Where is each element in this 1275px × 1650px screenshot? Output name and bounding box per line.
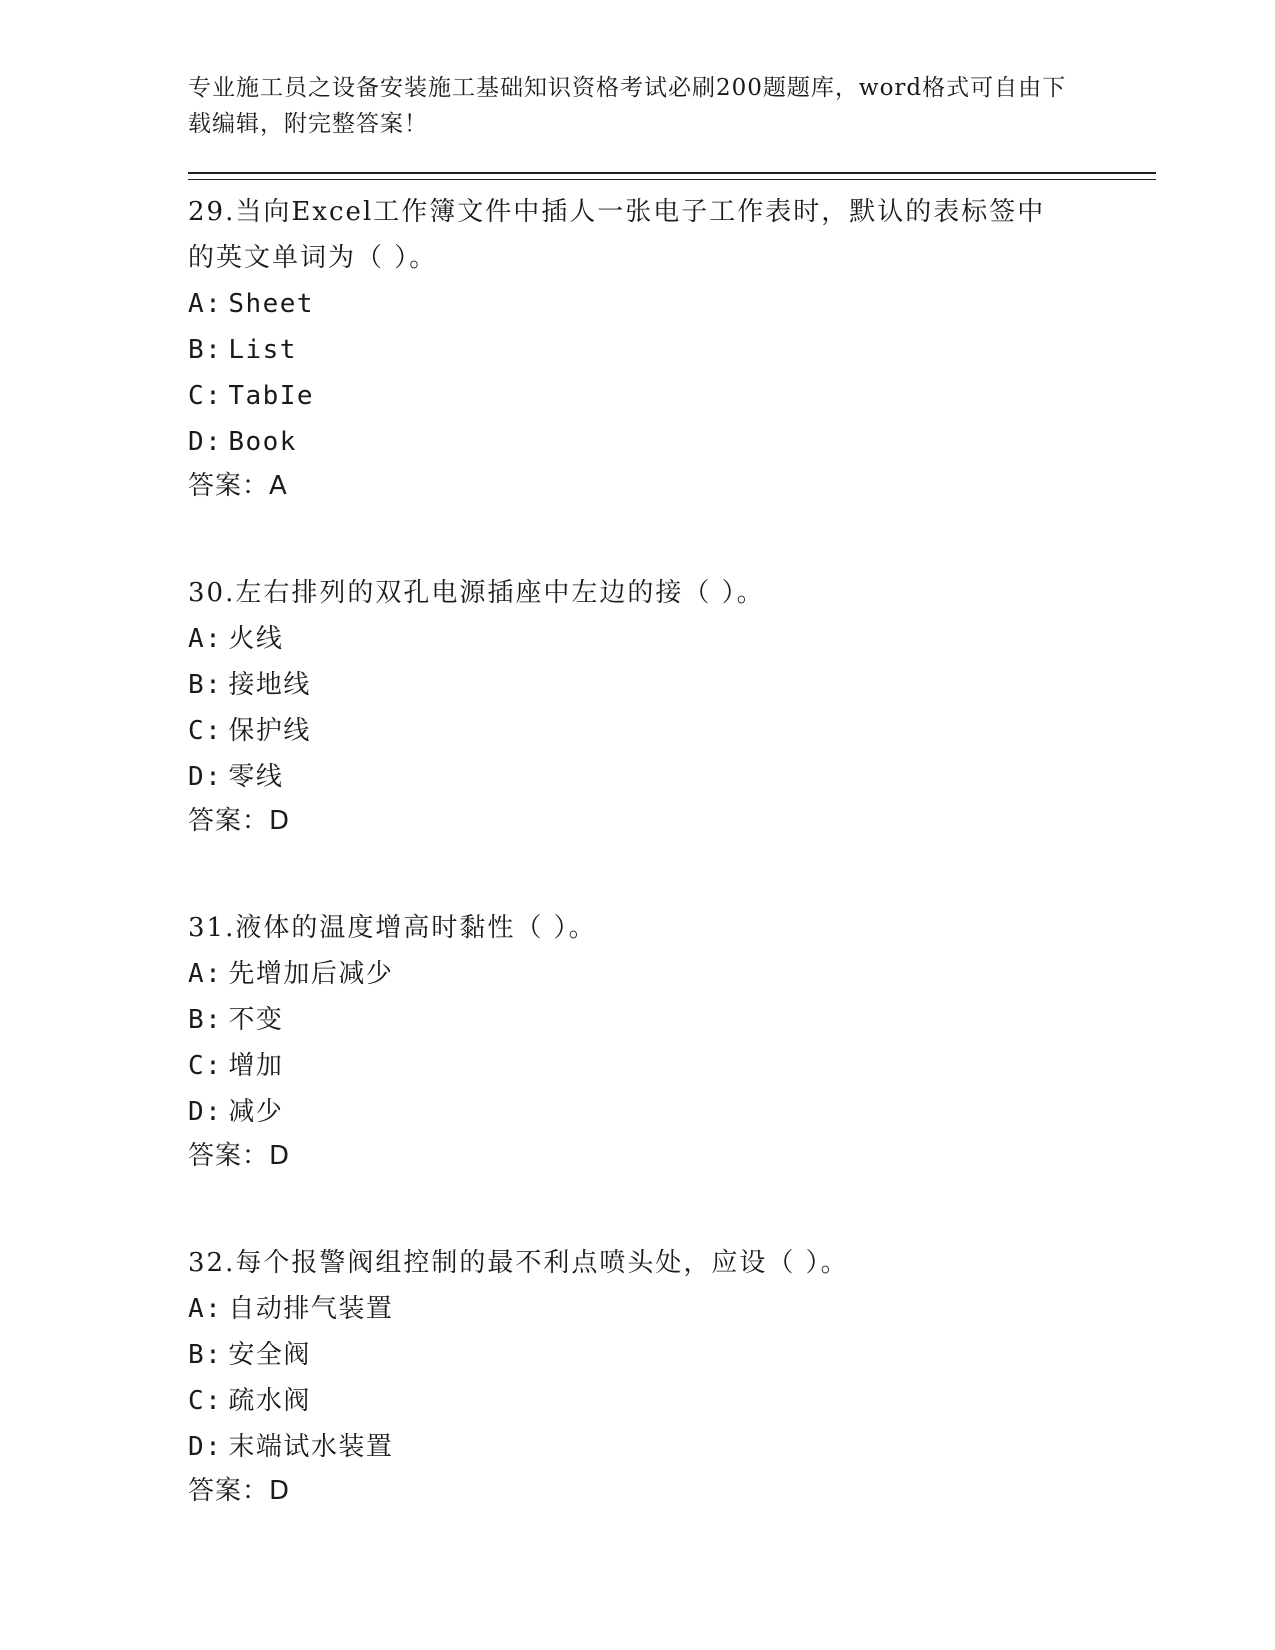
document-page [188, 70, 1148, 1512]
option-label: C: [188, 381, 223, 411]
option-label: D: [188, 762, 223, 792]
header-divider [188, 172, 1156, 180]
question-31 [188, 905, 1148, 1177]
option-text: 火线 [228, 624, 284, 654]
option-text: Book [228, 427, 297, 457]
option-label: B: [188, 1340, 223, 1370]
option-text: 自动排气装置 [228, 1294, 394, 1324]
option-label: A: [188, 1294, 223, 1324]
option-a [188, 1286, 1148, 1332]
option-label: B: [188, 335, 223, 365]
option-d [188, 419, 1148, 465]
answer-line: 答案：A [188, 471, 288, 501]
option-a [188, 951, 1148, 997]
option-label: C: [188, 1386, 223, 1416]
question-spacer [188, 842, 1148, 905]
answer-line: 答案：D [188, 1141, 291, 1171]
document-header: 专业施工员之设备安装施工基础知识资格考试必刷200题题库，word格式可自由下载编辑，附完整答案！ [188, 75, 1067, 137]
answer-line: 答案：D [188, 806, 291, 836]
option-b [188, 662, 1148, 708]
option-text: 末端试水装置 [228, 1432, 394, 1462]
option-c [188, 708, 1148, 754]
option-a [188, 616, 1148, 662]
option-a [188, 281, 1148, 327]
question-stem: 31.液体的温度增高时黏性（ ）。 [188, 913, 597, 943]
option-c [188, 1378, 1148, 1424]
option-text: 不变 [228, 1005, 284, 1035]
option-label: C: [188, 1051, 223, 1081]
option-b [188, 327, 1148, 373]
option-text: 增加 [228, 1051, 284, 1081]
option-label: B: [188, 1005, 223, 1035]
option-text: 接地线 [228, 670, 311, 700]
question-32 [188, 1240, 1148, 1512]
option-label: D: [188, 1432, 223, 1462]
option-text: 先增加后减少 [228, 959, 394, 989]
question-stem: 29.当向Excel工作簿文件中插人一张电子工作表时，默认的表标签中的英文单词为（ ）。 [188, 197, 1046, 273]
question-spacer [188, 1177, 1148, 1240]
option-text: 疏水阀 [228, 1386, 311, 1416]
answer-line: 答案：D [188, 1476, 291, 1506]
option-label: D: [188, 1097, 223, 1127]
question-spacer [188, 507, 1148, 570]
option-d [188, 1424, 1148, 1470]
question-stem: 32.每个报警阀组控制的最不利点喷头处，应设（ ）。 [188, 1248, 849, 1278]
option-label: B: [188, 670, 223, 700]
option-text: List [228, 335, 297, 365]
option-text: TabIe [228, 381, 315, 411]
option-label: A: [188, 959, 223, 989]
option-c [188, 1043, 1148, 1089]
question-30 [188, 570, 1148, 842]
option-b [188, 1332, 1148, 1378]
option-label: A: [188, 624, 223, 654]
option-label: D: [188, 427, 223, 457]
option-label: A: [188, 289, 223, 319]
option-d [188, 1089, 1148, 1135]
option-d [188, 754, 1148, 800]
option-b [188, 997, 1148, 1043]
option-text: 安全阀 [228, 1340, 311, 1370]
question-29 [188, 189, 1148, 507]
option-text: 零线 [228, 762, 284, 792]
option-c [188, 373, 1148, 419]
option-text: 保护线 [228, 716, 311, 746]
question-stem: 30.左右排列的双孔电源插座中左边的接（ ）。 [188, 578, 765, 608]
option-text: Sheet [228, 289, 315, 319]
option-label: C: [188, 716, 223, 746]
option-text: 减少 [228, 1097, 284, 1127]
